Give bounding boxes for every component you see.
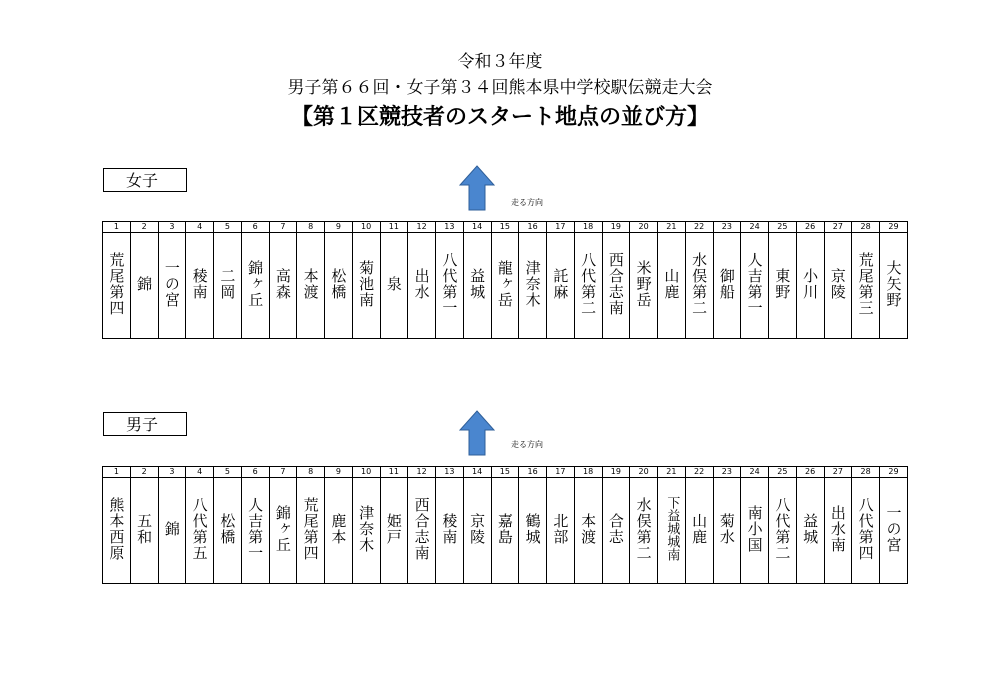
- position-number: 20: [630, 467, 658, 478]
- page-title-line1: 令和３年度: [457, 52, 543, 72]
- school-cell: [796, 478, 824, 584]
- school-name: 龍ヶ岳: [495, 259, 514, 308]
- position-number: 4: [186, 467, 214, 478]
- school-name: 鹿本: [329, 512, 348, 545]
- school-cell: [824, 233, 852, 339]
- school-name: 山鹿: [690, 512, 709, 545]
- position-number: 21: [658, 467, 686, 478]
- school-name: 出水: [412, 267, 431, 300]
- school-cell: [436, 478, 464, 584]
- school-cell: [602, 478, 630, 584]
- school-name: 荒尾第三: [856, 251, 875, 316]
- school-name: 下益城城南: [664, 496, 680, 561]
- school-cell: [491, 478, 519, 584]
- school-cell: [325, 478, 353, 584]
- school-name: 東野: [773, 267, 792, 300]
- position-number: 26: [796, 467, 824, 478]
- school-name: 錦: [135, 275, 154, 292]
- school-name-row: [103, 478, 908, 584]
- girls-start-grid: [102, 221, 908, 339]
- position-number: 11: [380, 222, 408, 233]
- school-cell: [547, 478, 575, 584]
- school-name: 南小国: [745, 504, 764, 553]
- position-number: 3: [158, 467, 186, 478]
- school-name: 御船: [717, 267, 736, 300]
- school-name: 託麻: [551, 267, 570, 300]
- school-name: 京陵: [828, 267, 847, 300]
- school-name: 錦ヶ丘: [273, 504, 292, 553]
- school-cell: [103, 478, 131, 584]
- position-number: 29: [880, 222, 908, 233]
- position-number: 10: [352, 222, 380, 233]
- school-name: 本渡: [579, 512, 598, 545]
- position-number: 25: [769, 467, 797, 478]
- school-name: 本渡: [301, 267, 320, 300]
- school-name: 京陵: [468, 512, 487, 545]
- position-number: 2: [130, 222, 158, 233]
- school-name: 北部: [551, 512, 570, 545]
- position-number: 22: [685, 222, 713, 233]
- school-cell: [352, 233, 380, 339]
- school-name: 出水南: [828, 504, 847, 553]
- school-name: 八代第一: [440, 251, 459, 316]
- school-cell: [269, 478, 297, 584]
- school-cell: [352, 478, 380, 584]
- school-name: 稜南: [190, 267, 209, 300]
- school-cell: [491, 233, 519, 339]
- school-name: 西合志南: [412, 496, 431, 561]
- school-cell: [685, 478, 713, 584]
- position-number: 12: [408, 467, 436, 478]
- school-name: 錦ヶ丘: [246, 259, 265, 308]
- school-name: 米野岳: [634, 259, 653, 308]
- school-name: 津奈木: [357, 504, 376, 553]
- school-cell: [741, 478, 769, 584]
- position-number: 9: [325, 222, 353, 233]
- school-cell: [408, 478, 436, 584]
- school-cell: [463, 478, 491, 584]
- school-cell: [547, 233, 575, 339]
- school-name: 山鹿: [662, 267, 681, 300]
- school-cell: [297, 233, 325, 339]
- position-number: 5: [214, 467, 242, 478]
- position-number: 3: [158, 222, 186, 233]
- school-name: 八代第五: [190, 496, 209, 561]
- position-number: 6: [241, 467, 269, 478]
- position-number: 8: [297, 222, 325, 233]
- position-number: 23: [713, 222, 741, 233]
- up-arrow-icon: [459, 410, 495, 456]
- school-name: 稜南: [440, 512, 459, 545]
- school-name: 錦: [162, 520, 181, 537]
- position-number: 28: [852, 222, 880, 233]
- school-name: 松橋: [218, 512, 237, 545]
- position-number: 16: [519, 222, 547, 233]
- position-number: 16: [519, 467, 547, 478]
- school-name: 八代第四: [856, 496, 875, 561]
- position-number: 20: [630, 222, 658, 233]
- school-name: 松橋: [329, 267, 348, 300]
- school-cell: [380, 478, 408, 584]
- position-number: 29: [880, 467, 908, 478]
- school-name: 八代第二: [773, 496, 792, 561]
- school-cell: [103, 233, 131, 339]
- position-number-row: [103, 467, 908, 478]
- school-cell: [713, 478, 741, 584]
- school-cell: [241, 233, 269, 339]
- direction-label: 走る方向: [511, 198, 543, 207]
- position-number: 23: [713, 467, 741, 478]
- school-cell: [880, 478, 908, 584]
- school-name: 水俣第二: [634, 496, 653, 561]
- school-cell: [602, 233, 630, 339]
- school-name: 津奈木: [523, 259, 542, 308]
- position-number: 15: [491, 467, 519, 478]
- school-name: 泉: [384, 275, 403, 292]
- school-cell: [214, 233, 242, 339]
- school-cell: [713, 233, 741, 339]
- school-cell: [158, 478, 186, 584]
- position-number: 2: [130, 467, 158, 478]
- school-cell: [824, 478, 852, 584]
- position-number: 10: [352, 467, 380, 478]
- position-number: 15: [491, 222, 519, 233]
- girls-section-label: 女子: [103, 168, 187, 192]
- school-cell: [519, 233, 547, 339]
- school-name-row: [103, 233, 908, 339]
- position-number: 4: [186, 222, 214, 233]
- school-name: 嘉島: [495, 512, 514, 545]
- position-number: 1: [103, 222, 131, 233]
- school-cell: [685, 233, 713, 339]
- school-cell: [186, 478, 214, 584]
- school-name: 二岡: [218, 267, 237, 300]
- position-number: 13: [436, 467, 464, 478]
- school-cell: [186, 233, 214, 339]
- school-cell: [325, 233, 353, 339]
- position-number: 17: [547, 467, 575, 478]
- school-cell: [130, 233, 158, 339]
- school-name: 菊水: [717, 512, 736, 545]
- school-cell: [741, 233, 769, 339]
- school-name: 八代第二: [579, 251, 598, 316]
- position-number: 28: [852, 467, 880, 478]
- position-number: 14: [463, 222, 491, 233]
- school-name: 一の宮: [162, 259, 181, 308]
- school-cell: [769, 233, 797, 339]
- position-number: 17: [547, 222, 575, 233]
- school-name: 益城: [468, 267, 487, 300]
- position-number: 19: [602, 222, 630, 233]
- school-cell: [436, 233, 464, 339]
- school-cell: [297, 478, 325, 584]
- school-name: 水俣第二: [690, 251, 709, 316]
- up-arrow-icon: [459, 165, 495, 211]
- position-number: 24: [741, 222, 769, 233]
- school-cell: [796, 233, 824, 339]
- school-cell: [269, 233, 297, 339]
- position-number: 1: [103, 467, 131, 478]
- position-number: 19: [602, 467, 630, 478]
- school-name: 合志: [606, 512, 625, 545]
- position-number: 12: [408, 222, 436, 233]
- school-name: 菊池南: [357, 259, 376, 308]
- position-number: 18: [574, 222, 602, 233]
- school-cell: [158, 233, 186, 339]
- school-name: 荒尾第四: [107, 251, 126, 316]
- school-name: 荒尾第四: [301, 496, 320, 561]
- position-number: 27: [824, 467, 852, 478]
- position-number: 11: [380, 467, 408, 478]
- position-number: 7: [269, 467, 297, 478]
- position-number: 6: [241, 222, 269, 233]
- boys-section-label: 男子: [103, 412, 187, 436]
- school-cell: [630, 233, 658, 339]
- school-cell: [658, 478, 686, 584]
- position-number: 18: [574, 467, 602, 478]
- position-number: 13: [436, 222, 464, 233]
- school-cell: [130, 478, 158, 584]
- position-number: 22: [685, 467, 713, 478]
- school-name: 人吉第一: [246, 496, 265, 561]
- position-number: 7: [269, 222, 297, 233]
- position-number: 27: [824, 222, 852, 233]
- school-name: 大矢野: [884, 259, 903, 308]
- school-name: 姫戸: [384, 512, 403, 545]
- school-name: 小川: [801, 267, 820, 300]
- boys-start-grid: [102, 466, 908, 584]
- school-cell: [519, 478, 547, 584]
- position-number: 26: [796, 222, 824, 233]
- school-name: 五和: [135, 512, 154, 545]
- direction-label: 走る方向: [511, 440, 543, 449]
- school-name: 人吉第一: [745, 251, 764, 316]
- school-cell: [380, 233, 408, 339]
- school-cell: [852, 478, 880, 584]
- school-name: 益城: [801, 512, 820, 545]
- school-cell: [658, 233, 686, 339]
- school-name: 西合志南: [606, 251, 625, 316]
- school-cell: [463, 233, 491, 339]
- school-cell: [574, 233, 602, 339]
- school-name: 高森: [273, 267, 292, 300]
- position-number: 9: [325, 467, 353, 478]
- position-number: 5: [214, 222, 242, 233]
- school-name: 鶴城: [523, 512, 542, 545]
- school-name: 一の宮: [884, 504, 903, 553]
- position-number: 21: [658, 222, 686, 233]
- page-title-line2: 男子第６６回・女子第３４回熊本県中学校駅伝競走大会: [287, 78, 713, 98]
- school-cell: [214, 478, 242, 584]
- position-number: 24: [741, 467, 769, 478]
- position-number: 25: [769, 222, 797, 233]
- school-cell: [769, 478, 797, 584]
- school-cell: [241, 478, 269, 584]
- school-cell: [408, 233, 436, 339]
- school-cell: [574, 478, 602, 584]
- position-number: 8: [297, 467, 325, 478]
- page-title-line3: 【第１区競技者のスタート地点の並び方】: [290, 105, 709, 130]
- school-cell: [630, 478, 658, 584]
- school-cell: [880, 233, 908, 339]
- school-cell: [852, 233, 880, 339]
- position-number-row: [103, 222, 908, 233]
- school-name: 熊本西原: [107, 496, 126, 561]
- position-number: 14: [463, 467, 491, 478]
